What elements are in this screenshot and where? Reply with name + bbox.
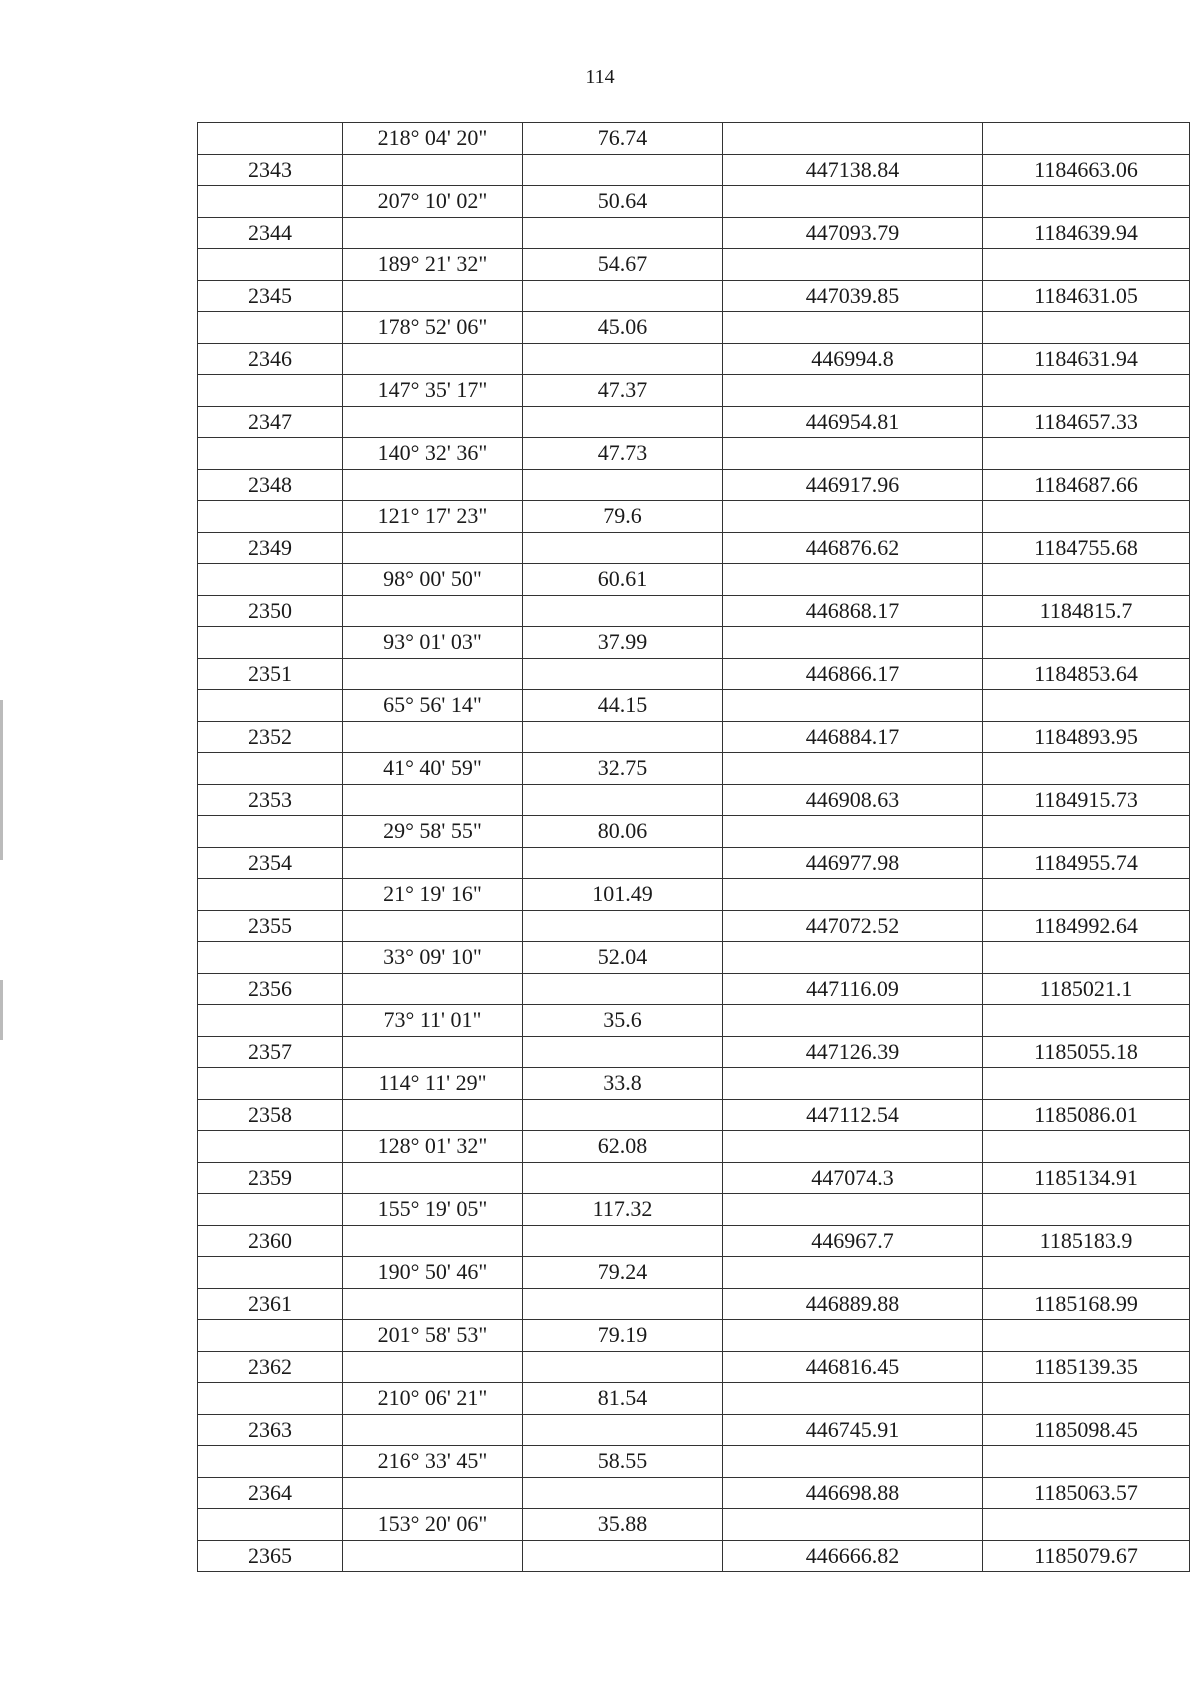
easting-cell: 446866.17: [723, 658, 983, 690]
easting-cell: [723, 1257, 983, 1289]
easting-cell: 446994.8: [723, 343, 983, 375]
easting-cell: [723, 1446, 983, 1478]
northing-cell: 1184893.95: [983, 721, 1190, 753]
bearing-cell: 155° 19' 05": [343, 1194, 523, 1226]
point-id-cell: [198, 249, 343, 281]
point-id-cell: 2360: [198, 1225, 343, 1257]
distance-cell: [523, 469, 723, 501]
bearing-cell: 128° 01' 32": [343, 1131, 523, 1163]
easting-cell: 446876.62: [723, 532, 983, 564]
northing-cell: 1184631.94: [983, 343, 1190, 375]
easting-cell: 446977.98: [723, 847, 983, 879]
easting-cell: 446666.82: [723, 1540, 983, 1572]
northing-cell: [983, 1446, 1190, 1478]
bearing-cell: [343, 154, 523, 186]
northing-cell: [983, 1509, 1190, 1541]
point-id-cell: 2359: [198, 1162, 343, 1194]
point-id-cell: 2361: [198, 1288, 343, 1320]
distance-cell: [523, 658, 723, 690]
distance-cell: 117.32: [523, 1194, 723, 1226]
segment-row: [198, 1320, 1190, 1352]
segment-row: [198, 942, 1190, 974]
segment-row: [198, 564, 1190, 596]
distance-cell: [523, 721, 723, 753]
northing-cell: [983, 1131, 1190, 1163]
distance-cell: 79.19: [523, 1320, 723, 1352]
northing-cell: [983, 186, 1190, 218]
distance-cell: 35.88: [523, 1509, 723, 1541]
point-id-cell: 2351: [198, 658, 343, 690]
easting-cell: [723, 690, 983, 722]
segment-row: [198, 816, 1190, 848]
easting-cell: [723, 1131, 983, 1163]
point-id-cell: [198, 753, 343, 785]
bearing-cell: [343, 343, 523, 375]
point-id-cell: [198, 1383, 343, 1415]
bearing-cell: [343, 532, 523, 564]
northing-cell: 1185021.1: [983, 973, 1190, 1005]
northing-cell: [983, 501, 1190, 533]
segment-row: [198, 1383, 1190, 1415]
northing-cell: 1185139.35: [983, 1351, 1190, 1383]
point-row: [198, 406, 1190, 438]
easting-cell: 446745.91: [723, 1414, 983, 1446]
bearing-cell: [343, 973, 523, 1005]
segment-row: [198, 627, 1190, 659]
distance-cell: 44.15: [523, 690, 723, 722]
northing-cell: 1185168.99: [983, 1288, 1190, 1320]
easting-cell: [723, 816, 983, 848]
distance-cell: [523, 1477, 723, 1509]
easting-cell: 446917.96: [723, 469, 983, 501]
easting-cell: [723, 249, 983, 281]
distance-cell: [523, 217, 723, 249]
bearing-cell: [343, 1288, 523, 1320]
distance-cell: 52.04: [523, 942, 723, 974]
bearing-cell: [343, 721, 523, 753]
bearing-cell: 189° 21' 32": [343, 249, 523, 281]
point-id-cell: [198, 1068, 343, 1100]
point-row: [198, 1477, 1190, 1509]
bearing-cell: [343, 595, 523, 627]
distance-cell: [523, 1036, 723, 1068]
northing-cell: 1184639.94: [983, 217, 1190, 249]
bearing-cell: 147° 35' 17": [343, 375, 523, 407]
bearing-cell: [343, 217, 523, 249]
distance-cell: 76.74: [523, 123, 723, 155]
bearing-cell: 114° 11' 29": [343, 1068, 523, 1100]
bearing-cell: [343, 1162, 523, 1194]
point-id-cell: 2349: [198, 532, 343, 564]
point-row: [198, 1162, 1190, 1194]
bearing-cell: 216° 33' 45": [343, 1446, 523, 1478]
bearing-cell: 29° 58' 55": [343, 816, 523, 848]
distance-cell: 50.64: [523, 186, 723, 218]
easting-cell: [723, 627, 983, 659]
distance-cell: [523, 847, 723, 879]
point-id-cell: 2350: [198, 595, 343, 627]
segment-row: [198, 438, 1190, 470]
bearing-cell: 178° 52' 06": [343, 312, 523, 344]
bearing-cell: [343, 1099, 523, 1131]
distance-cell: [523, 406, 723, 438]
segment-row: [198, 1068, 1190, 1100]
distance-cell: 58.55: [523, 1446, 723, 1478]
point-id-cell: [198, 186, 343, 218]
easting-cell: [723, 123, 983, 155]
segment-row: [198, 123, 1190, 155]
northing-cell: [983, 312, 1190, 344]
distance-cell: [523, 595, 723, 627]
point-row: [198, 721, 1190, 753]
segment-row: [198, 1446, 1190, 1478]
northing-cell: [983, 1068, 1190, 1100]
point-id-cell: 2352: [198, 721, 343, 753]
point-row: [198, 217, 1190, 249]
easting-cell: [723, 942, 983, 974]
bearing-cell: [343, 1225, 523, 1257]
segment-row: [198, 1194, 1190, 1226]
distance-cell: [523, 1540, 723, 1572]
northing-cell: 1185063.57: [983, 1477, 1190, 1509]
point-id-cell: 2343: [198, 154, 343, 186]
easting-cell: 447093.79: [723, 217, 983, 249]
easting-cell: [723, 501, 983, 533]
easting-cell: [723, 1194, 983, 1226]
point-id-cell: [198, 375, 343, 407]
easting-cell: 447112.54: [723, 1099, 983, 1131]
distance-cell: 79.6: [523, 501, 723, 533]
bearing-cell: [343, 280, 523, 312]
point-id-cell: [198, 438, 343, 470]
point-row: [198, 1540, 1190, 1572]
point-id-cell: [198, 942, 343, 974]
distance-cell: 54.67: [523, 249, 723, 281]
point-id-cell: 2354: [198, 847, 343, 879]
point-row: [198, 1225, 1190, 1257]
distance-cell: 47.73: [523, 438, 723, 470]
easting-cell: [723, 564, 983, 596]
bearing-cell: [343, 1477, 523, 1509]
easting-cell: [723, 753, 983, 785]
northing-cell: [983, 753, 1190, 785]
bearing-cell: 190° 50' 46": [343, 1257, 523, 1289]
easting-cell: 446868.17: [723, 595, 983, 627]
northing-cell: 1185079.67: [983, 1540, 1190, 1572]
point-id-cell: [198, 879, 343, 911]
northing-cell: 1184955.74: [983, 847, 1190, 879]
easting-cell: [723, 1320, 983, 1352]
distance-cell: 35.6: [523, 1005, 723, 1037]
distance-cell: 101.49: [523, 879, 723, 911]
northing-cell: 1185055.18: [983, 1036, 1190, 1068]
northing-cell: [983, 1257, 1190, 1289]
point-row: [198, 343, 1190, 375]
distance-cell: 37.99: [523, 627, 723, 659]
northing-cell: 1185086.01: [983, 1099, 1190, 1131]
distance-cell: [523, 1288, 723, 1320]
easting-cell: [723, 1005, 983, 1037]
northing-cell: 1184631.05: [983, 280, 1190, 312]
northing-cell: [983, 123, 1190, 155]
northing-cell: 1185098.45: [983, 1414, 1190, 1446]
easting-cell: [723, 186, 983, 218]
segment-row: [198, 501, 1190, 533]
point-row: [198, 973, 1190, 1005]
point-id-cell: 2357: [198, 1036, 343, 1068]
bearing-cell: 21° 19' 16": [343, 879, 523, 911]
easting-cell: 447116.09: [723, 973, 983, 1005]
bearing-cell: 33° 09' 10": [343, 942, 523, 974]
bearing-cell: 73° 11' 01": [343, 1005, 523, 1037]
bearing-cell: 153° 20' 06": [343, 1509, 523, 1541]
northing-cell: [983, 690, 1190, 722]
distance-cell: [523, 973, 723, 1005]
point-id-cell: [198, 1131, 343, 1163]
northing-cell: 1184755.68: [983, 532, 1190, 564]
point-row: [198, 280, 1190, 312]
scan-edge-mark: [0, 980, 3, 1040]
page-number: 114: [585, 66, 615, 88]
northing-cell: [983, 564, 1190, 596]
point-id-cell: [198, 1005, 343, 1037]
segment-row: [198, 312, 1190, 344]
distance-cell: [523, 910, 723, 942]
bearing-cell: 218° 04' 20": [343, 123, 523, 155]
distance-cell: [523, 1099, 723, 1131]
point-id-cell: [198, 564, 343, 596]
point-row: [198, 154, 1190, 186]
distance-cell: [523, 1414, 723, 1446]
northing-cell: 1184992.64: [983, 910, 1190, 942]
point-row: [198, 1036, 1190, 1068]
point-row: [198, 469, 1190, 501]
distance-cell: 47.37: [523, 375, 723, 407]
distance-cell: 45.06: [523, 312, 723, 344]
point-id-cell: [198, 1509, 343, 1541]
point-row: [198, 910, 1190, 942]
distance-cell: [523, 154, 723, 186]
northing-cell: [983, 627, 1190, 659]
point-id-cell: [198, 1320, 343, 1352]
point-id-cell: 2362: [198, 1351, 343, 1383]
distance-cell: 33.8: [523, 1068, 723, 1100]
easting-cell: [723, 1509, 983, 1541]
point-id-cell: 2344: [198, 217, 343, 249]
point-id-cell: 2356: [198, 973, 343, 1005]
northing-cell: 1184687.66: [983, 469, 1190, 501]
bearing-cell: 140° 32' 36": [343, 438, 523, 470]
bearing-cell: [343, 784, 523, 816]
point-id-cell: 2347: [198, 406, 343, 438]
northing-cell: 1185183.9: [983, 1225, 1190, 1257]
easting-cell: [723, 312, 983, 344]
survey-coordinates-table: [197, 122, 1190, 1572]
bearing-cell: [343, 1540, 523, 1572]
point-row: [198, 784, 1190, 816]
scan-edge-mark: [0, 700, 3, 860]
bearing-cell: [343, 910, 523, 942]
point-id-cell: 2355: [198, 910, 343, 942]
northing-cell: 1184815.7: [983, 595, 1190, 627]
distance-cell: 60.61: [523, 564, 723, 596]
bearing-cell: 207° 10' 02": [343, 186, 523, 218]
point-id-cell: [198, 1446, 343, 1478]
easting-cell: [723, 375, 983, 407]
easting-cell: 446889.88: [723, 1288, 983, 1320]
northing-cell: [983, 942, 1190, 974]
distance-cell: 32.75: [523, 753, 723, 785]
easting-cell: [723, 1383, 983, 1415]
bearing-cell: [343, 1351, 523, 1383]
distance-cell: [523, 343, 723, 375]
bearing-cell: 93° 01' 03": [343, 627, 523, 659]
distance-cell: [523, 1225, 723, 1257]
easting-cell: [723, 1068, 983, 1100]
distance-cell: [523, 1162, 723, 1194]
distance-cell: [523, 784, 723, 816]
bearing-cell: [343, 658, 523, 690]
northing-cell: [983, 1194, 1190, 1226]
northing-cell: [983, 1383, 1190, 1415]
easting-cell: 447039.85: [723, 280, 983, 312]
point-id-cell: 2346: [198, 343, 343, 375]
point-row: [198, 847, 1190, 879]
easting-cell: [723, 879, 983, 911]
point-id-cell: 2363: [198, 1414, 343, 1446]
northing-cell: [983, 1005, 1190, 1037]
northing-cell: 1184657.33: [983, 406, 1190, 438]
segment-row: [198, 690, 1190, 722]
bearing-cell: [343, 406, 523, 438]
easting-cell: 447126.39: [723, 1036, 983, 1068]
easting-cell: 446698.88: [723, 1477, 983, 1509]
point-id-cell: 2364: [198, 1477, 343, 1509]
point-id-cell: [198, 816, 343, 848]
segment-row: [198, 879, 1190, 911]
northing-cell: 1184915.73: [983, 784, 1190, 816]
bearing-cell: [343, 469, 523, 501]
point-id-cell: 2353: [198, 784, 343, 816]
point-row: [198, 532, 1190, 564]
segment-row: [198, 1257, 1190, 1289]
distance-cell: [523, 532, 723, 564]
point-id-cell: [198, 1257, 343, 1289]
segment-row: [198, 1131, 1190, 1163]
northing-cell: 1184853.64: [983, 658, 1190, 690]
segment-row: [198, 753, 1190, 785]
bearing-cell: 210° 06' 21": [343, 1383, 523, 1415]
distance-cell: [523, 280, 723, 312]
easting-cell: 447072.52: [723, 910, 983, 942]
segment-row: [198, 1005, 1190, 1037]
bearing-cell: [343, 1036, 523, 1068]
easting-cell: 446908.63: [723, 784, 983, 816]
point-row: [198, 1099, 1190, 1131]
bearing-cell: [343, 847, 523, 879]
easting-cell: [723, 438, 983, 470]
northing-cell: [983, 879, 1190, 911]
bearing-cell: 121° 17' 23": [343, 501, 523, 533]
easting-cell: 446967.7: [723, 1225, 983, 1257]
distance-cell: 79.24: [523, 1257, 723, 1289]
bearing-cell: 98° 00' 50": [343, 564, 523, 596]
distance-cell: 80.06: [523, 816, 723, 848]
distance-cell: 81.54: [523, 1383, 723, 1415]
bearing-cell: [343, 1414, 523, 1446]
northing-cell: [983, 816, 1190, 848]
northing-cell: [983, 438, 1190, 470]
northing-cell: [983, 1320, 1190, 1352]
distance-cell: 62.08: [523, 1131, 723, 1163]
segment-row: [198, 1509, 1190, 1541]
distance-cell: [523, 1351, 723, 1383]
point-row: [198, 1351, 1190, 1383]
point-id-cell: 2365: [198, 1540, 343, 1572]
bearing-cell: 65° 56' 14": [343, 690, 523, 722]
point-id-cell: [198, 123, 343, 155]
bearing-cell: 41° 40' 59": [343, 753, 523, 785]
point-id-cell: [198, 690, 343, 722]
segment-row: [198, 249, 1190, 281]
point-id-cell: [198, 312, 343, 344]
easting-cell: 447074.3: [723, 1162, 983, 1194]
segment-row: [198, 186, 1190, 218]
northing-cell: [983, 375, 1190, 407]
point-id-cell: 2345: [198, 280, 343, 312]
segment-row: [198, 375, 1190, 407]
easting-cell: 446816.45: [723, 1351, 983, 1383]
point-row: [198, 595, 1190, 627]
point-id-cell: [198, 1194, 343, 1226]
northing-cell: [983, 249, 1190, 281]
northing-cell: 1184663.06: [983, 154, 1190, 186]
bearing-cell: 201° 58' 53": [343, 1320, 523, 1352]
point-id-cell: [198, 501, 343, 533]
easting-cell: 447138.84: [723, 154, 983, 186]
point-row: [198, 658, 1190, 690]
easting-cell: 446954.81: [723, 406, 983, 438]
easting-cell: 446884.17: [723, 721, 983, 753]
point-row: [198, 1414, 1190, 1446]
point-id-cell: 2358: [198, 1099, 343, 1131]
point-id-cell: [198, 627, 343, 659]
northing-cell: 1185134.91: [983, 1162, 1190, 1194]
table-body: [198, 123, 1190, 1572]
point-row: [198, 1288, 1190, 1320]
point-id-cell: 2348: [198, 469, 343, 501]
